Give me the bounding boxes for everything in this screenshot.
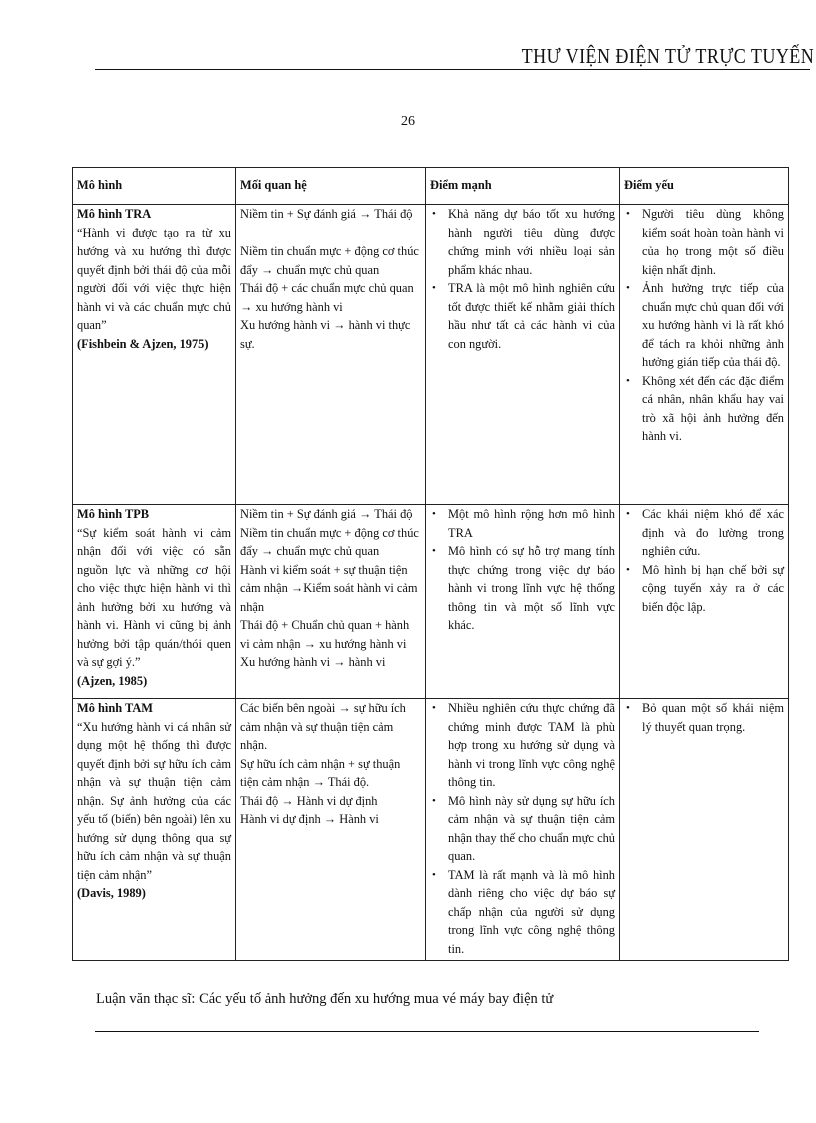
- model-cell: [73, 699, 236, 961]
- list-item: [624, 561, 784, 617]
- list-item: [430, 792, 615, 866]
- list-item: [624, 205, 784, 279]
- strengths-cell: [426, 505, 620, 699]
- relation-line: Niềm tin chuẩn mực + động cơ thúc đẩy → chuẩn mực chủ quan: [240, 244, 419, 277]
- list-item-text: Mô hình có sự hỗ trợ mang tính thực chứng trong việc dự báo hành vi trong lĩnh vực hệ thống thông tin và một số lĩnh vực khác.: [448, 544, 615, 632]
- relation-line: Xu hướng hành vi → hành vi: [240, 655, 386, 669]
- relation-line: Hành vi dự định → Hành vi: [240, 812, 379, 826]
- header-brand: THƯ VIỆN ĐIỆN TỬ TRỰC TUYẾN: [521, 44, 814, 68]
- relations-cell: [236, 699, 426, 961]
- list-item-text: Không xét đến các đặc điểm cá nhân, nhân khẩu hay vai trò xã hội ảnh hưởng đến hành vi.: [642, 373, 784, 443]
- list-item: [624, 372, 784, 446]
- column-header-relations: Mối quan hệ: [236, 168, 426, 205]
- relations-cell: [236, 205, 426, 505]
- weaknesses-cell-list: [624, 205, 784, 446]
- model-cell: [73, 505, 236, 699]
- bullet-dot-icon: •: [432, 868, 436, 881]
- table-row: [73, 699, 789, 961]
- relation-line: Niềm tin + Sự đánh giá → Thái độ: [240, 507, 413, 521]
- bullet-dot-icon: •: [432, 282, 436, 294]
- list-item: [430, 279, 615, 353]
- table-row: [73, 205, 789, 505]
- bullet-dot-icon: •: [432, 702, 436, 714]
- relation-line: Thái độ → Hành vi dự định: [240, 793, 378, 808]
- list-item: [430, 505, 615, 542]
- list-item: [430, 205, 615, 279]
- list-item-text: Bỏ quan một số khái niệm lý thuyết quan trọng.: [642, 701, 784, 734]
- list-item-text: TRA là một mô hình nghiên cứu tốt được thiết kế nhằm giải thích hầu như tất cả các hành vi của con người.: [448, 281, 615, 351]
- model-definition: “Sự kiểm soát hành vi cảm nhận đối với việc có sẵn nguồn lực và những cơ hội cho việc thực hiện hành vi thì ảnh hưởng bởi xu hướng và hành vi. Hành vi cũng bị ảnh hưởng bởi tập quán/thói quen và sự gợi ý.”: [77, 525, 231, 669]
- relation-line: Niềm tin + Sự đánh giá → Thái độ: [240, 207, 413, 221]
- model-citation: (Fishbein & Ajzen, 1975): [77, 336, 209, 351]
- model-definition: “Xu hướng hành vi cá nhân sử dụng một hệ thống thì được quyết định bởi sự hữu ích cảm nhận và sự thuận tiện cảm nhận. Sự ảnh hưởng của các yếu tố (biến) bên ngoài) lên xu hướng sử dụng thông qua sự hữu ích cảm nhận và sự thuận tiện cảm nhận”: [77, 719, 231, 882]
- model-name: Mô hình TPB: [77, 507, 150, 521]
- relation-line: Niềm tin chuẩn mực + động cơ thúc đẩy → chuẩn mực chủ quan: [240, 525, 419, 558]
- column-header-strengths: Điểm mạnh: [426, 168, 620, 205]
- list-item: [430, 542, 615, 635]
- list-item-text: Một mô hình rộng hơn mô hình TRA: [448, 507, 615, 540]
- column-header-weaknesses: Điểm yếu: [620, 168, 789, 205]
- bullet-dot-icon: •: [626, 702, 630, 714]
- model-cell: [73, 205, 236, 505]
- weaknesses-cell: [620, 205, 789, 505]
- weaknesses-cell-list: [624, 699, 784, 736]
- weaknesses-cell: [620, 699, 789, 961]
- list-item-text: Mô hình này sử dụng sự hữu ích cảm nhận và sự thuận tiện cảm nhận thay thế cho chuẩn mực chủ quan.: [448, 793, 615, 863]
- list-item: [624, 699, 784, 736]
- list-item: [624, 279, 784, 372]
- relation-line: [240, 224, 421, 243]
- relations-cell: [236, 505, 426, 699]
- bullet-dot-icon: •: [626, 508, 630, 520]
- list-item-text: Nhiều nghiên cứu thực chứng đã chứng minh được TAM là phù hợp trong xu hướng sử dụng và hành vi trong lĩnh vực công nghệ thông tin.: [448, 701, 615, 789]
- relation-line: Sự hữu ích cảm nhận + sự thuận tiện cảm nhận → Thái độ.: [240, 756, 401, 789]
- bullet-dot-icon: •: [626, 563, 630, 576]
- relation-line: Các biến bên ngoài → sự hữu ích cảm nhận và sự thuận tiện cảm nhận.: [240, 701, 406, 752]
- page-number: 26: [401, 114, 415, 129]
- bullet-dot-icon: •: [432, 794, 436, 807]
- header-rule: [95, 69, 810, 70]
- list-item-text: Mô hình bị hạn chế bởi sự cộng tuyến xảy ra ở các biến độc lập.: [642, 562, 784, 614]
- relation-line: Thái độ + các chuẩn mực chủ quan → xu hướng hành vi: [240, 281, 414, 314]
- table-header-row: [73, 168, 789, 205]
- relation-line: Xu hướng hành vi → hành vi thực sự.: [240, 318, 411, 351]
- list-item-text: Các khái niệm khó để xác định và đo lường trong nghiên cứu.: [642, 507, 784, 558]
- table-row: [73, 505, 789, 699]
- model-citation: (Ajzen, 1985): [77, 673, 148, 688]
- model-comparison-table: [72, 167, 789, 961]
- relation-line: Thái độ + Chuẩn chủ quan + hành vi cảm nhận → xu hướng hành vi: [240, 618, 410, 651]
- list-item: [430, 699, 615, 792]
- weaknesses-cell-list: [624, 505, 784, 616]
- list-item-text: Ảnh hưởng trực tiếp của chuẩn mực chủ quan đối với xu hướng hành vi là rất khó để tách ra khỏi những ảnh hưởng gián tiếp của thái độ.: [642, 281, 784, 369]
- footer-rule: [95, 1031, 759, 1032]
- model-citation: (Davis, 1989): [77, 886, 146, 900]
- bullet-dot-icon: •: [626, 374, 630, 387]
- list-item-text: TAM là rất mạnh và là mô hình dành riêng cho việc dự báo sự chấp nhận của người sử dụng trong lĩnh vực công nghệ thông tin.: [448, 867, 615, 956]
- strengths-cell-list: [430, 205, 615, 353]
- bullet-dot-icon: •: [432, 208, 436, 220]
- strengths-cell-list: [430, 699, 615, 958]
- strengths-cell: [426, 699, 620, 961]
- weaknesses-cell: [620, 505, 789, 699]
- list-item-text: Người tiêu dùng không kiểm soát hoàn toàn hành vi của họ trong một số điều kiện nhất định.: [642, 207, 784, 277]
- relation-line: Hành vi kiểm soát + sự thuận tiện cảm nhận →Kiểm soát hành vi cảm nhận: [240, 562, 418, 614]
- column-header-model: Mô hình: [73, 168, 236, 205]
- list-item: [624, 505, 784, 561]
- bullet-dot-icon: •: [626, 282, 630, 294]
- bullet-dot-icon: •: [432, 508, 436, 520]
- strengths-cell: [426, 205, 620, 505]
- model-definition: “Hành vi được tạo ra từ xu hướng và xu hướng thì được quyết định bởi thái độ của mỗi người đối với việc thực hiện hành vi và các chuẩn mực chủ quan”: [77, 225, 231, 332]
- model-name: Mô hình TAM: [77, 701, 153, 715]
- footer-thesis-title: Luận văn thạc sĩ: Các yếu tố ảnh hưởng đến xu hướng mua vé máy bay điện tử: [96, 991, 554, 1007]
- strengths-cell-list: [430, 505, 615, 635]
- list-item-text: Khả năng dự báo tốt xu hướng hành người tiêu dùng được chứng minh với nhiều loại sản phẩm khác nhau.: [448, 207, 615, 277]
- bullet-dot-icon: •: [626, 208, 630, 220]
- list-item: [430, 866, 615, 959]
- model-name: Mô hình TRA: [77, 207, 152, 221]
- bullet-dot-icon: •: [432, 545, 436, 557]
